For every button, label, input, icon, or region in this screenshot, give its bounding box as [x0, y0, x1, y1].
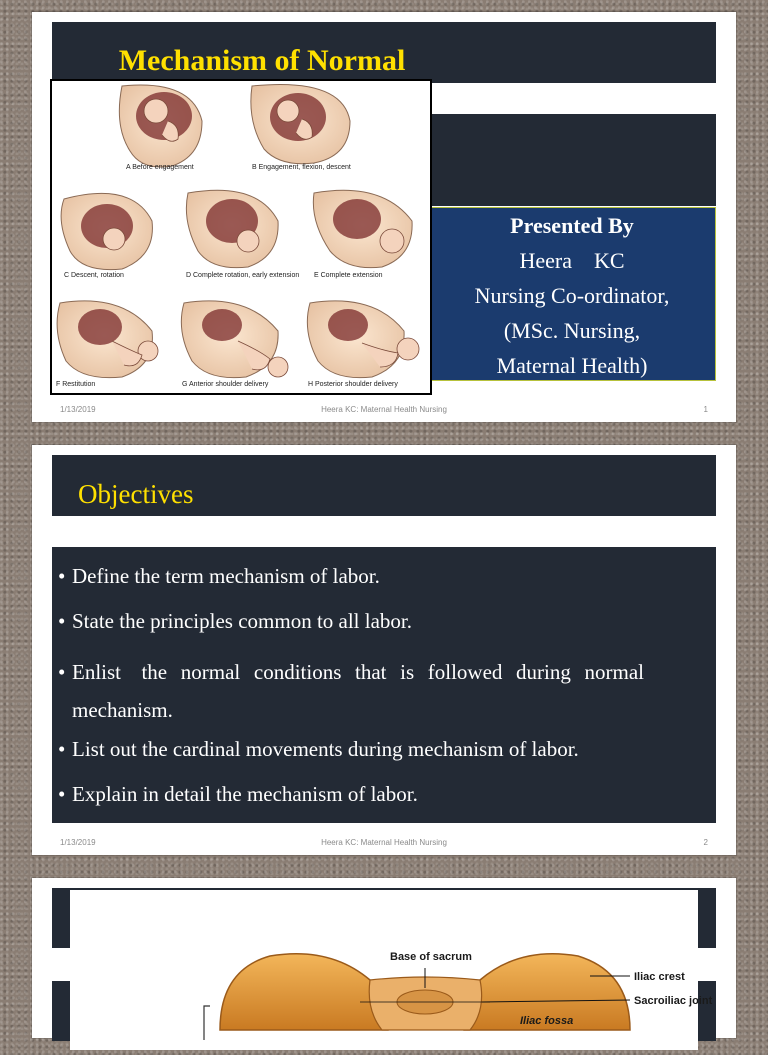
- presenter-name: Heera KC: [519, 248, 625, 273]
- slide-3: [32, 878, 736, 1038]
- stage-a-caption: A Before engagement: [126, 164, 194, 171]
- footer-page-number: 1: [703, 405, 708, 414]
- objectives-list: [52, 547, 716, 826]
- objective-text: Explain in detail the mechanism of labor.: [72, 782, 418, 806]
- slide-title: Objectives: [78, 479, 194, 509]
- label-iliac-fossa: Iliac fossa: [520, 1015, 574, 1027]
- slide-2: [32, 445, 736, 855]
- bullet-icon: •: [58, 564, 66, 588]
- bullet-icon: •: [58, 782, 66, 806]
- pelvis-illustration: [70, 890, 713, 1050]
- footer-page-number: 2: [703, 838, 708, 847]
- stage-e-drawing: [313, 190, 412, 267]
- list-item: [52, 781, 644, 826]
- labor-stages-svg: [52, 81, 430, 393]
- label-sacroiliac-line: Sacroiliac joint: [634, 995, 713, 1007]
- objective-text: Define the term mechanism of labor.: [72, 564, 380, 588]
- label-sacroiliac-joint: [634, 995, 713, 1007]
- stage-g-drawing: [181, 301, 288, 378]
- presenter-box: [428, 207, 716, 381]
- bullet-icon: •: [58, 660, 66, 684]
- list-item: [52, 608, 644, 653]
- pelvis-svg: [70, 890, 713, 1050]
- label-base-of-sacrum: Base of sacrum: [390, 951, 472, 963]
- stage-h-drawing: [307, 301, 419, 378]
- slide-1: [32, 12, 736, 422]
- presenter-role: Nursing Co-ordinator,: [474, 283, 670, 308]
- list-item: [52, 563, 644, 608]
- objectives-panel: [52, 547, 716, 823]
- slide-footer: [32, 405, 736, 419]
- presenter-heading: Presented By: [510, 213, 634, 238]
- stage-c-drawing: [61, 193, 152, 269]
- footer-date: 1/13/2019: [60, 838, 96, 847]
- bullet-icon: •: [58, 737, 66, 761]
- presenter-degree: (MSc. Nursing,: [503, 318, 641, 343]
- stage-b-drawing: [251, 84, 350, 163]
- footer-title: Heera KC: Maternal Health Nursing: [321, 405, 447, 414]
- stage-c-caption: C Descent, rotation: [64, 272, 124, 279]
- objective-text: State the principles common to all labor.: [72, 609, 413, 633]
- stage-b-caption: B Engagement, flexion, descent: [252, 164, 351, 171]
- title-bar: [52, 22, 716, 83]
- list-item: [52, 653, 655, 736]
- title-bar: [52, 455, 716, 516]
- stage-h-caption: H Posterior shoulder delivery: [308, 381, 398, 388]
- bullet-icon: •: [58, 609, 66, 633]
- slide-title: Mechanism of Normal: [118, 44, 406, 77]
- stage-f-caption: F Restitution: [56, 381, 96, 388]
- footer-title: Heera KC: Maternal Health Nursing: [321, 838, 447, 847]
- list-item: [52, 736, 644, 781]
- stage-a-drawing: [119, 85, 202, 167]
- stage-f-drawing: [57, 301, 158, 378]
- footer-date: 1/13/2019: [60, 405, 96, 414]
- slide-footer: [32, 838, 736, 852]
- presenter-specialty: Maternal Health): [496, 353, 648, 378]
- stage-d-drawing: [186, 190, 278, 267]
- objective-text: Enlist the normal conditions that is followed during normal mechanism.: [72, 660, 655, 722]
- stage-d-caption: D Complete rotation, early extension: [186, 272, 300, 279]
- stage-e-caption: E Complete extension: [314, 272, 383, 279]
- stage-g-caption: G Anterior shoulder delivery: [182, 381, 269, 388]
- labor-stages-illustration: [50, 79, 432, 395]
- objective-text: List out the cardinal movements during mechanism of labor.: [72, 737, 579, 761]
- label-iliac-crest: Iliac crest: [634, 971, 685, 983]
